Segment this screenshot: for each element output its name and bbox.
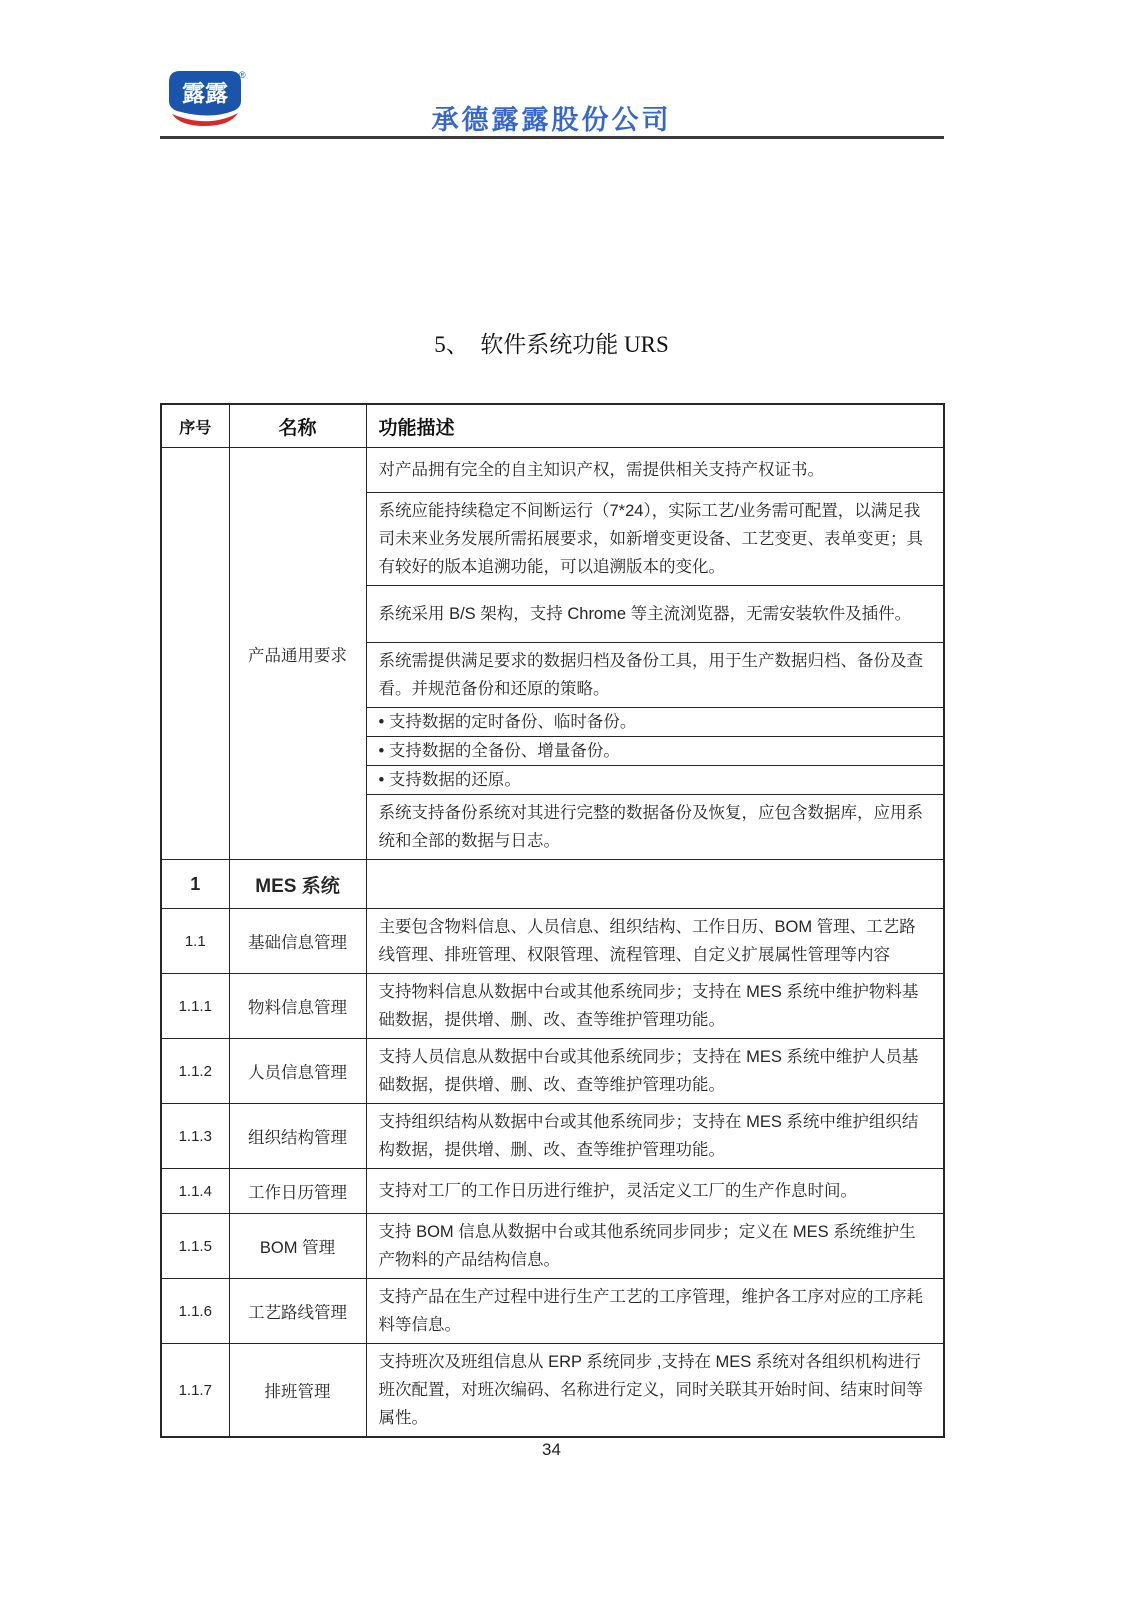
page-number: 34 [542, 1440, 561, 1459]
seq-cell: 1.1.4 [161, 1169, 229, 1214]
table-row [161, 1214, 944, 1279]
table-row [161, 1104, 944, 1169]
seq-cell: 1.1.3 [161, 1104, 229, 1169]
desc-cell: 支持组织结构从数据中台或其他系统同步；支持在 MES 系统中维护组织结构数据，提供增、删、改、查等维护管理功能。 [366, 1104, 944, 1169]
table-header-row [161, 404, 944, 448]
name-cell: 组织结构管理 [229, 1104, 366, 1169]
seq-cell: 1 [161, 860, 229, 909]
name-cell: MES 系统 [229, 860, 366, 909]
name-cell: 排班管理 [229, 1344, 366, 1438]
general-desc-cell: • 支持数据的定时备份、临时备份。 [366, 708, 944, 737]
general-desc-cell: 对产品拥有完全的自主知识产权，需提供相关支持产权证书。 [366, 448, 944, 493]
table-row-mes [161, 860, 944, 909]
table-row [161, 1039, 944, 1104]
desc-cell: 主要包含物料信息、人员信息、组织结构、工作日历、BOM 管理、工艺路线管理、排班管理、权限管理、流程管理、自定义扩展属性管理等内容 [366, 909, 944, 974]
desc-cell: 支持物料信息从数据中台或其他系统同步；支持在 MES 系统中维护物料基础数据，提供增、删、改、查等维护管理功能。 [366, 974, 944, 1039]
header-divider [160, 136, 944, 139]
seq-cell: 1.1.6 [161, 1279, 229, 1344]
seq-cell: 1.1.1 [161, 974, 229, 1039]
general-name-cell: 产品通用要求 [229, 448, 366, 860]
registered-mark-icon: ® [239, 70, 246, 80]
name-cell: 物料信息管理 [229, 974, 366, 1039]
general-desc-cell: • 支持数据的还原。 [366, 766, 944, 795]
table-row [161, 909, 944, 974]
desc-cell: 支持人员信息从数据中台或其他系统同步；支持在 MES 系统中维护人员基础数据，提供增、删、改、查等维护管理功能。 [366, 1039, 944, 1104]
desc-cell: 支持 BOM 信息从数据中台或其他系统同步同步；定义在 MES 系统维护生产物料的产品结构信息。 [366, 1214, 944, 1279]
table-row [161, 1279, 944, 1344]
company-name: 承德露露股份公司 [431, 105, 672, 135]
general-seq-cell [161, 448, 229, 860]
desc-cell: 支持班次及班组信息从 ERP 系统同步 ,支持在 MES 系统对各组织机构进行班次配置，对班次编码、名称进行定义，同时关联其开始时间、结束时间等属性。 [366, 1344, 944, 1438]
general-desc-cell: 系统需提供满足要求的数据归档及备份工具，用于生产数据归档、备份及查看。并规范备份和还原的策略。 [366, 643, 944, 708]
seq-cell: 1.1.5 [161, 1214, 229, 1279]
general-desc-cell: 系统应能持续稳定不间断运行（7*24），实际工艺/业务需可配置，以满足我司未来业务发展所需拓展要求，如新增变更设备、工艺变更、表单变更；具有较好的版本追溯功能，可以追溯版本的变化。 [366, 493, 944, 586]
desc-cell: 支持产品在生产过程中进行生产工艺的工序管理，维护各工序对应的工序耗料等信息。 [366, 1279, 944, 1344]
seq-cell: 1.1.7 [161, 1344, 229, 1438]
section-title: 5、 软件系统功能 URS [434, 332, 669, 357]
table-row [161, 1344, 944, 1438]
name-cell: 工艺路线管理 [229, 1279, 366, 1344]
general-desc-cell: 系统支持备份系统对其进行完整的数据备份及恢复，应包含数据库，应用系统和全部的数据与日志。 [366, 795, 944, 860]
general-desc-cell: 系统采用 B/S 架构，支持 Chrome 等主流浏览器，无需安装软件及插件。 [366, 586, 944, 643]
table-row [161, 974, 944, 1039]
name-cell: 人员信息管理 [229, 1039, 366, 1104]
name-cell: BOM 管理 [229, 1214, 366, 1279]
desc-cell [366, 860, 944, 909]
name-cell: 基础信息管理 [229, 909, 366, 974]
column-header-seq: 序号 [161, 404, 229, 448]
table-row [161, 1169, 944, 1214]
name-cell: 工作日历管理 [229, 1169, 366, 1214]
column-header-name: 名称 [229, 404, 366, 448]
lulu-logo-text: 露露 [182, 80, 228, 106]
desc-cell: 支持对工厂的工作日历进行维护，灵活定义工厂的生产作息时间。 [366, 1169, 944, 1214]
seq-cell: 1.1.2 [161, 1039, 229, 1104]
seq-cell: 1.1 [161, 909, 229, 974]
general-desc-cell: • 支持数据的全备份、增量备份。 [366, 737, 944, 766]
urs-table [160, 403, 945, 1438]
column-header-desc: 功能描述 [366, 404, 944, 448]
table-row [161, 448, 944, 493]
